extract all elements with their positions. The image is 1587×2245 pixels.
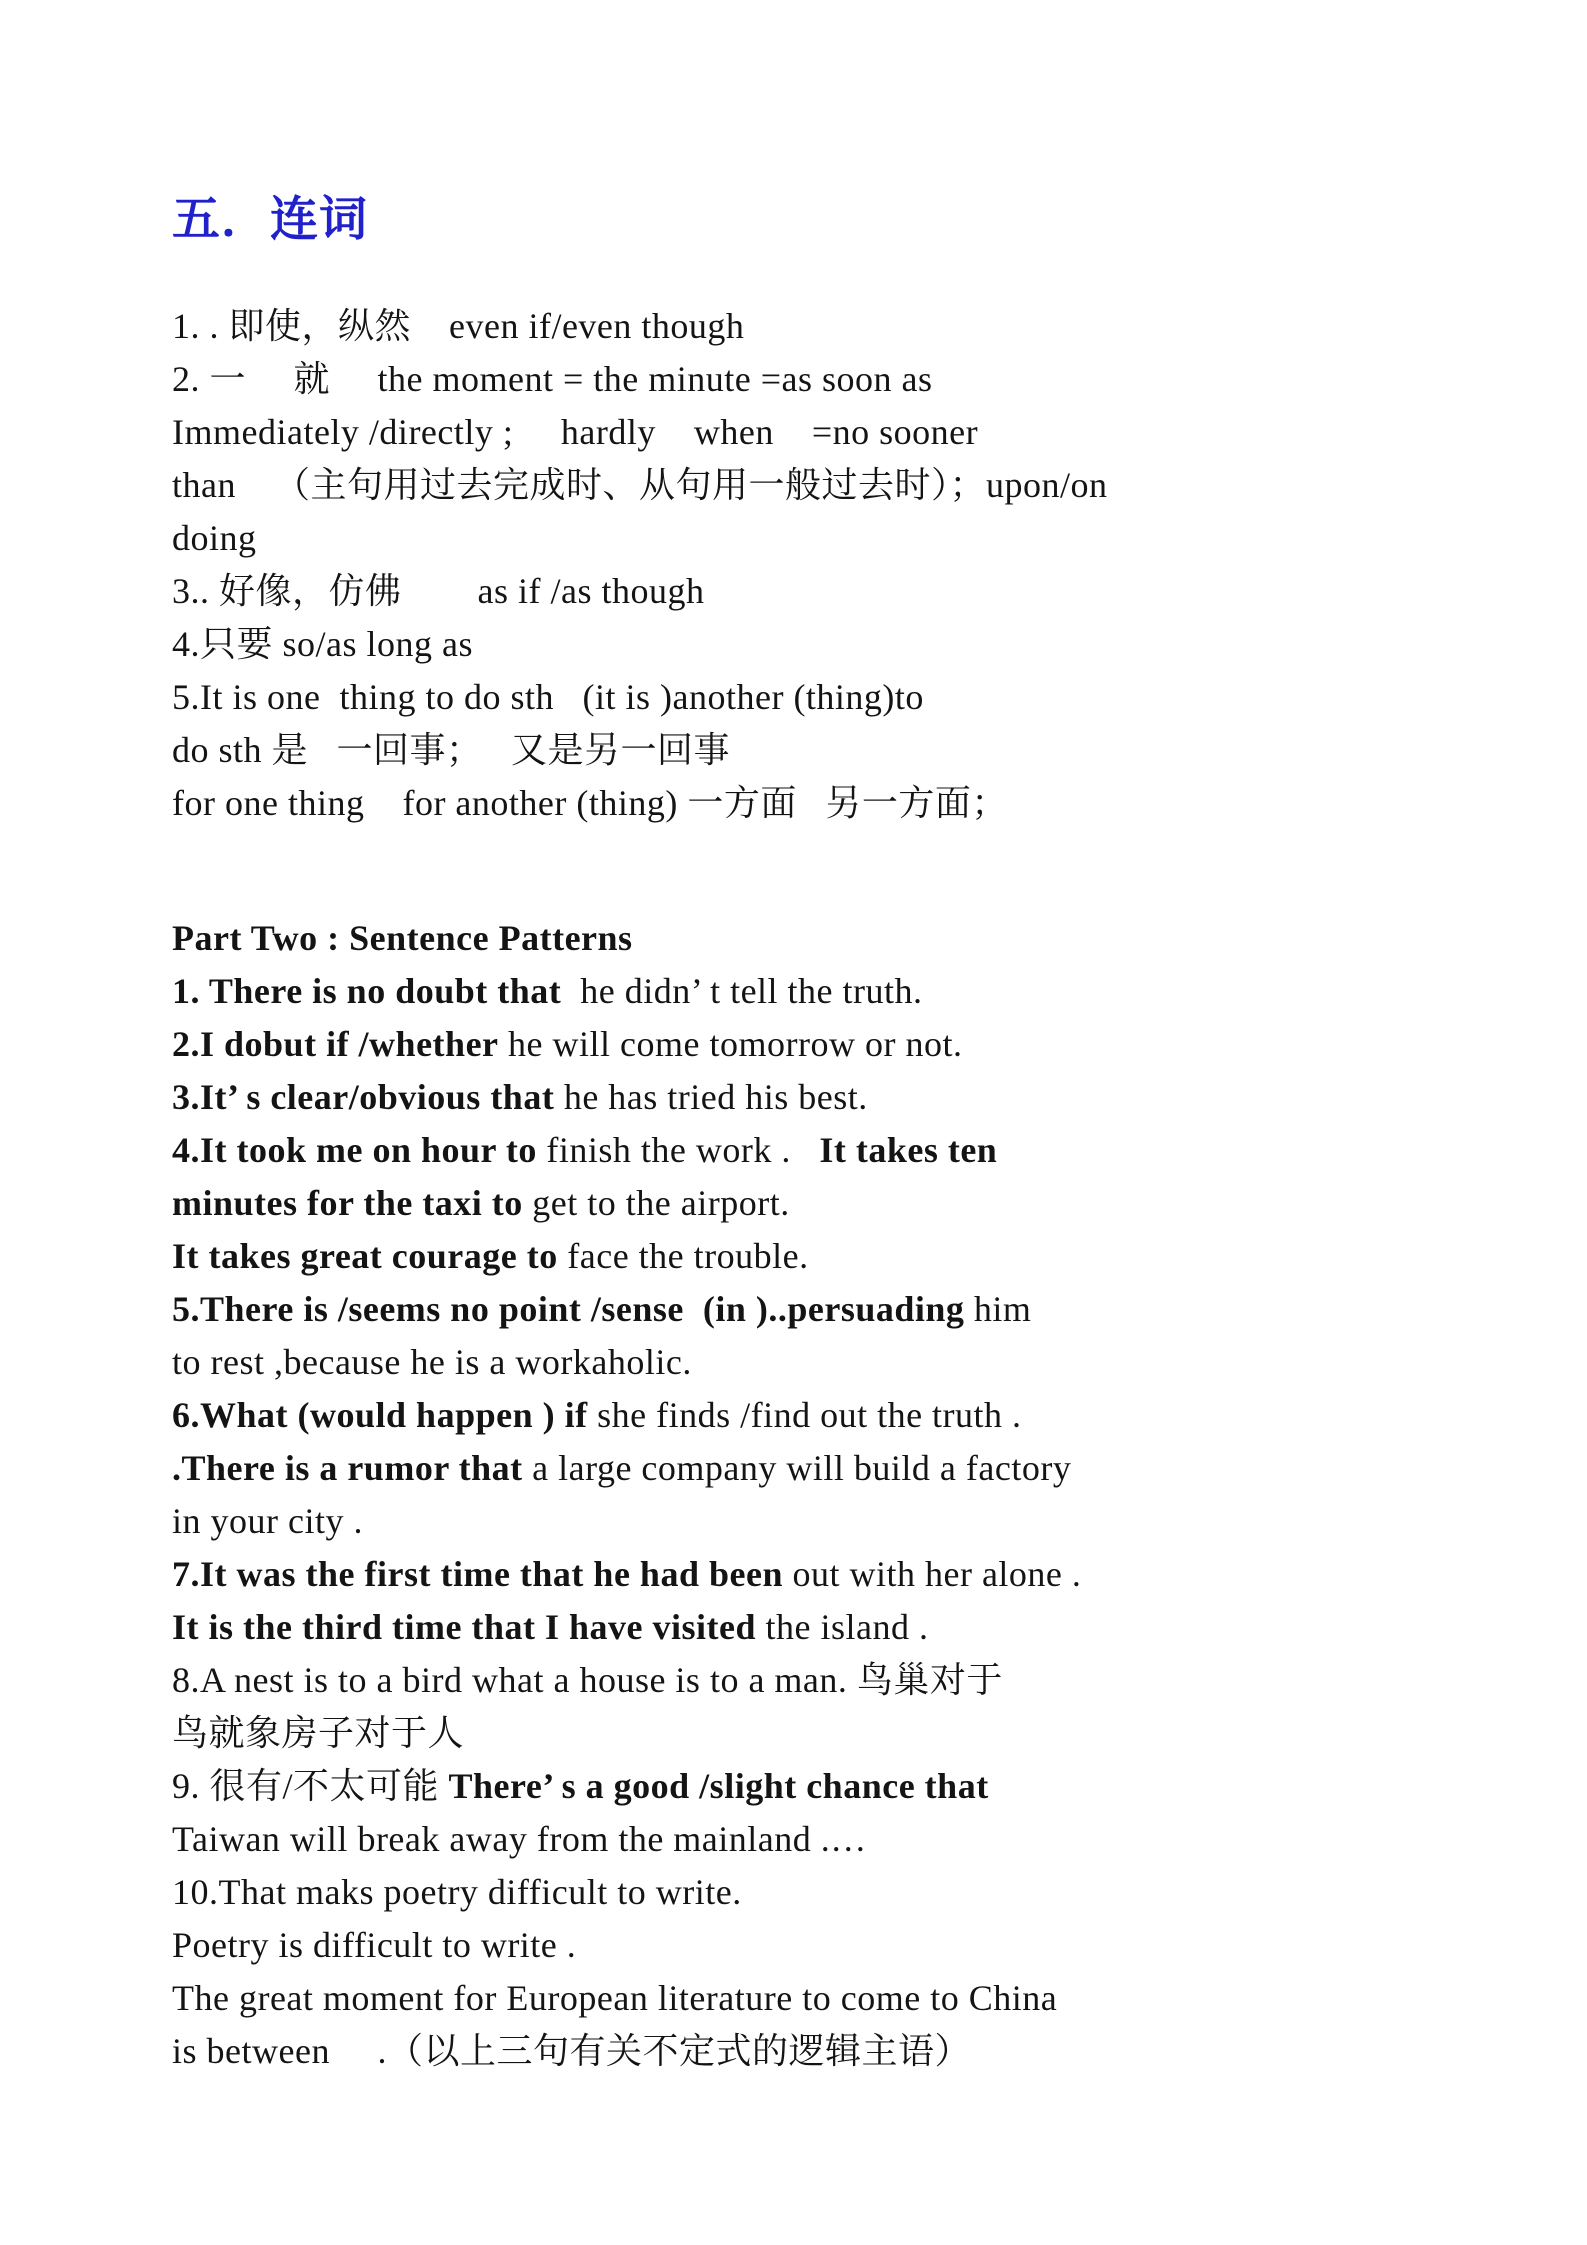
text-run: the island . (755, 1607, 929, 1647)
page-title: 五．连词 (172, 193, 369, 246)
text-run: minutes for the taxi to (172, 1183, 523, 1223)
text-line (172, 724, 1497, 777)
text-run: finish the work . (536, 1130, 810, 1170)
text-line (172, 1919, 1497, 1972)
text-run: 鸟就象房子对于人 (172, 1713, 465, 1753)
text-run: a large company will build a factory (522, 1448, 1072, 1488)
text-run: 9. 很有/不太可能 (172, 1766, 449, 1806)
conjunctions-section (172, 300, 1497, 830)
text-line (172, 618, 1497, 671)
text-run: 5.It is one thing to do sth (it is )another (thing)to (172, 677, 924, 717)
sentence-patterns-section (172, 912, 1497, 2078)
text-run: than （主句用过去完成时、从句用一般过去时）；upon/on (172, 465, 1108, 505)
text-run: 10.That maks poetry difficult to write. (172, 1872, 742, 1912)
text-run: 7.It was the first time that he had been (172, 1554, 783, 1594)
text-run: .There is a rumor that (172, 1448, 523, 1488)
text-run: do sth 是 一回事； 又是另一回事 (172, 730, 731, 770)
text-run: 1. There is no doubt that (172, 971, 562, 1011)
text-run: he will come tomorrow or not. (498, 1024, 963, 1064)
text-run: 3.It’ s clear/obvious that (172, 1077, 555, 1117)
text-run: face the trouble. (557, 1236, 809, 1276)
text-line (172, 512, 1497, 565)
text-line (172, 459, 1497, 512)
text-line (172, 777, 1497, 830)
text-run: It takes great courage to (172, 1236, 558, 1276)
text-run: is between .（以上三句有关不定式的逻辑主语） (172, 2031, 971, 2071)
text-line (172, 912, 1497, 965)
text-run: Taiwan will break away from the mainland .… (172, 1819, 867, 1859)
text-run: The great moment for European literature to come to China (172, 1978, 1058, 2018)
text-run: to rest ,because he is a workaholic. (172, 1342, 692, 1382)
text-line (172, 1071, 1497, 1124)
text-line (172, 671, 1497, 724)
text-run: in your city . (172, 1501, 363, 1541)
text-line (172, 300, 1497, 353)
text-line (172, 1548, 1497, 1601)
text-run: he didn’ t tell the truth. (561, 971, 923, 1011)
text-run: 8.A nest is to a bird what a house is to a man. 鸟巢对于 (172, 1660, 1003, 1700)
text-run: doing (172, 518, 257, 558)
text-line (172, 1283, 1497, 1336)
text-line (172, 1177, 1497, 1230)
text-run: 4.It took me on hour to (172, 1130, 537, 1170)
text-run: get to the airport. (522, 1183, 790, 1223)
text-run: she finds /find out the truth . (587, 1395, 1022, 1435)
text-line (172, 1813, 1497, 1866)
text-run: 2.I dobut if /whether (172, 1024, 499, 1064)
text-line (172, 1442, 1497, 1495)
text-line (172, 1654, 1497, 1707)
text-line (172, 965, 1497, 1018)
text-run: 5.There is /seems no point /sense (in )..persuading (172, 1289, 965, 1329)
text-run: 1. . 即使，纵然 even if/even though (172, 306, 745, 346)
text-line (172, 406, 1497, 459)
text-line (172, 1707, 1497, 1760)
text-run: 2. 一 就 the moment = the minute =as soon as (172, 359, 933, 399)
text-line (172, 1389, 1497, 1442)
text-line (172, 1336, 1497, 1389)
text-run: 4.只要 so/as long as (172, 624, 473, 664)
text-line (172, 1018, 1497, 1071)
text-run: 3.. 好像，仿佛 as if /as though (172, 571, 705, 611)
text-run: There’ s a good /slight chance that (448, 1766, 989, 1806)
text-line (172, 1760, 1497, 1813)
text-run: Poetry is difficult to write . (172, 1925, 577, 1965)
text-run: 6.What (would happen ) if (172, 1395, 588, 1435)
text-run: out with her alone . (782, 1554, 1082, 1594)
text-line (172, 1866, 1497, 1919)
text-run: him (964, 1289, 1032, 1329)
text-line (172, 1230, 1497, 1283)
text-run: Immediately /directly ; hardly when =no sooner (172, 412, 979, 452)
text-run: for one thing for another (thing) 一方面 另一方面； (172, 783, 1008, 823)
text-line (172, 1124, 1497, 1177)
text-line (172, 1601, 1497, 1654)
text-run: he has tried his best. (554, 1077, 868, 1117)
text-line (172, 1495, 1497, 1548)
text-line (172, 353, 1497, 406)
text-line (172, 565, 1497, 618)
text-run: It is the third time that I have visited (172, 1607, 756, 1647)
text-line (172, 2025, 1497, 2078)
text-run: Part Two : Sentence Patterns (172, 918, 633, 958)
text-line (172, 1972, 1497, 2025)
text-run: It takes ten (809, 1130, 998, 1170)
